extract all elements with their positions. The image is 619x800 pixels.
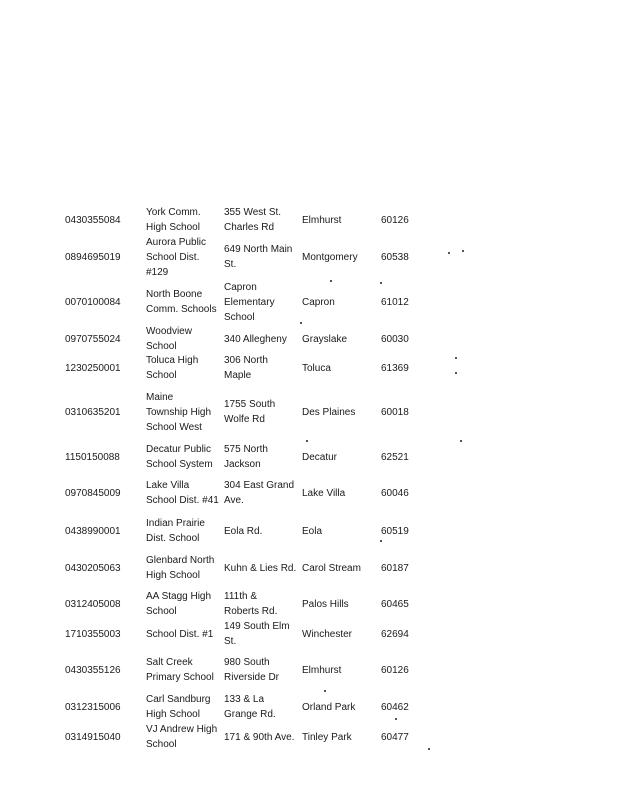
- city-name-text: Des Plaines: [302, 406, 356, 418]
- school-name-text: Carl Sandburg: [146, 694, 211, 705]
- zip-code: [381, 353, 421, 383]
- school-name: [146, 390, 222, 435]
- zip-code-text: 60465: [381, 598, 409, 610]
- street-address-text: St.: [224, 259, 237, 270]
- school-name: [146, 205, 222, 235]
- street-address-text: 355 West St.: [224, 207, 282, 218]
- record-id-text: 0438990001: [65, 525, 121, 537]
- school-name-text: North Boone: [146, 289, 203, 300]
- street-address: [224, 619, 300, 649]
- school-name-text: Indian Prairie: [146, 518, 205, 529]
- street-address: [224, 692, 300, 722]
- city-name: [302, 324, 380, 354]
- school-name-text: AA Stagg High: [146, 591, 212, 602]
- zip-code: [381, 442, 421, 472]
- street-address: [224, 235, 300, 280]
- school-name-text: Toluca High: [146, 355, 199, 366]
- city-name-text: Orland Park: [302, 701, 356, 713]
- scan-speck: [380, 540, 382, 542]
- street-address: [224, 324, 300, 354]
- record-id: [65, 619, 145, 649]
- street-address-text: 304 East Grand: [224, 480, 295, 491]
- record-id-text: 0310635201: [65, 406, 121, 418]
- record-id: [65, 692, 145, 722]
- zip-code: [381, 280, 421, 325]
- school-name: [146, 478, 222, 508]
- school-name-text: High School: [146, 709, 200, 720]
- street-address-text: Grange Rd.: [224, 709, 276, 720]
- table-row: [0, 442, 619, 472]
- school-name-text: Woodview: [146, 326, 192, 337]
- scan-speck: [330, 280, 332, 282]
- city-name-text: Palos Hills: [302, 598, 349, 610]
- table-row: [0, 516, 619, 546]
- zip-code-text: 61012: [381, 296, 409, 308]
- street-address-text: 171 & 90th Ave.: [224, 731, 295, 743]
- school-name-text: Dist. School: [146, 533, 200, 544]
- record-id: [65, 353, 145, 383]
- school-name-text: School Dist. #1: [146, 628, 214, 640]
- street-address-text: Jackson: [224, 459, 261, 470]
- school-name-text: Aurora Public: [146, 236, 207, 248]
- record-id: [65, 589, 145, 619]
- zip-code: [381, 235, 421, 280]
- city-name: [302, 589, 380, 619]
- city-name-text: Grayslake: [302, 333, 348, 345]
- record-id: [65, 390, 145, 435]
- city-name: [302, 553, 380, 583]
- table-row: [0, 655, 619, 685]
- scan-speck: [460, 440, 462, 442]
- zip-code: [381, 516, 421, 546]
- school-name: [146, 619, 222, 649]
- zip-code: [381, 589, 421, 619]
- record-id: [65, 655, 145, 685]
- record-id-text: 0430205063: [65, 562, 121, 574]
- school-name: [146, 655, 222, 685]
- city-name: [302, 280, 380, 325]
- record-id-text: 0430355126: [65, 664, 121, 676]
- zip-code: [381, 692, 421, 722]
- scan-speck: [395, 718, 397, 720]
- zip-code-text: 62521: [381, 451, 409, 463]
- record-id-text: 0314915040: [65, 731, 121, 743]
- school-name: [146, 353, 222, 383]
- zip-code-text: 60187: [381, 562, 409, 574]
- table-row: [0, 324, 619, 354]
- city-name-text: Montgomery: [302, 251, 358, 263]
- street-address-text: Riverside Dr: [224, 672, 280, 683]
- zip-code-text: 62694: [381, 628, 409, 640]
- record-id-text: 0070100084: [65, 296, 121, 308]
- street-address-text: 649 North Main: [224, 244, 293, 255]
- table-row: [0, 353, 619, 383]
- scan-speck: [428, 748, 430, 750]
- school-name-text: Comm. Schools: [146, 304, 217, 315]
- record-id-text: 1230250001: [65, 362, 121, 374]
- record-id: [65, 722, 145, 752]
- scan-speck: [324, 690, 326, 692]
- city-name-text: Toluca: [302, 362, 331, 374]
- street-address-text: Capron: [224, 281, 257, 293]
- zip-code: [381, 553, 421, 583]
- street-address: [224, 722, 300, 752]
- city-name-text: Decatur: [302, 451, 338, 463]
- city-name: [302, 619, 380, 649]
- zip-code-text: 60538: [381, 251, 409, 263]
- record-id: [65, 516, 145, 546]
- school-name-text: Primary School: [146, 672, 214, 683]
- school-name: [146, 442, 222, 472]
- school-name-text: School: [146, 370, 177, 381]
- table-row: [0, 619, 619, 649]
- zip-code-text: 60046: [381, 487, 409, 499]
- street-address: [224, 655, 300, 685]
- street-address-text: 340 Allegheny: [224, 333, 287, 345]
- school-name-text: Township High: [146, 406, 212, 418]
- school-name-text: School: [146, 606, 177, 617]
- table-row: [0, 692, 619, 722]
- city-name: [302, 516, 380, 546]
- zip-code-text: 60126: [381, 664, 409, 676]
- record-id: [65, 478, 145, 508]
- record-id: [65, 442, 145, 472]
- street-address-text: School: [224, 311, 255, 323]
- school-name: [146, 235, 222, 280]
- street-address-text: Roberts Rd.: [224, 606, 278, 617]
- city-name-text: Capron: [302, 296, 335, 308]
- record-id: [65, 235, 145, 280]
- street-address: [224, 478, 300, 508]
- city-name: [302, 442, 380, 472]
- zip-code-text: 60030: [381, 333, 409, 345]
- record-id-text: 0312315006: [65, 701, 121, 713]
- record-id-text: 1710355003: [65, 628, 121, 640]
- school-name-text: Decatur Public: [146, 444, 212, 455]
- street-address-text: 575 North: [224, 444, 268, 455]
- city-name-text: Tinley Park: [302, 731, 352, 743]
- table-row: [0, 205, 619, 235]
- zip-code: [381, 722, 421, 752]
- zip-code-text: 60462: [381, 701, 409, 713]
- zip-code-text: 60018: [381, 406, 409, 418]
- city-name: [302, 478, 380, 508]
- street-address-text: 306 North: [224, 355, 268, 366]
- record-id-text: 0970845009: [65, 487, 121, 499]
- zip-code-text: 60126: [381, 214, 409, 226]
- record-id-text: 1150150088: [65, 451, 120, 463]
- city-name: [302, 722, 380, 752]
- city-name-text: Lake Villa: [302, 487, 346, 499]
- street-address-text: St.: [224, 636, 237, 647]
- zip-code: [381, 390, 421, 435]
- school-name-text: School West: [146, 421, 202, 433]
- street-address-text: Charles Rd: [224, 222, 275, 233]
- school-name-text: #129: [146, 266, 169, 278]
- city-name-text: Elmhurst: [302, 664, 342, 676]
- school-name-text: Lake Villa: [146, 480, 190, 491]
- street-address-text: Maple: [224, 370, 252, 381]
- table-row: [0, 478, 619, 508]
- school-name-text: Maine: [146, 391, 174, 403]
- street-address: [224, 589, 300, 619]
- school-name-text: School System: [146, 459, 213, 470]
- zip-code: [381, 205, 421, 235]
- street-address-text: 980 South: [224, 657, 270, 668]
- zip-code: [381, 655, 421, 685]
- city-name: [302, 205, 380, 235]
- scan-speck: [462, 250, 464, 252]
- zip-code-text: 61369: [381, 362, 409, 374]
- city-name-text: Carol Stream: [302, 562, 361, 574]
- zip-code: [381, 324, 421, 354]
- street-address-text: Wolfe Rd: [224, 414, 265, 425]
- scan-speck: [455, 372, 457, 374]
- zip-code: [381, 478, 421, 508]
- school-name-text: School: [146, 341, 177, 352]
- city-name-text: Eola: [302, 525, 323, 537]
- school-name-text: Salt Creek: [146, 657, 193, 668]
- school-name-text: York Comm.: [146, 207, 201, 218]
- street-address-text: Elementary: [224, 296, 275, 308]
- street-address: [224, 205, 300, 235]
- city-name: [302, 235, 380, 280]
- scan-speck: [455, 357, 457, 359]
- street-address-text: Eola Rd.: [224, 525, 263, 537]
- street-address: [224, 553, 300, 583]
- school-name: [146, 692, 222, 722]
- street-address-text: Ave.: [224, 495, 244, 506]
- street-address-text: Kuhn & Lies Rd.: [224, 562, 297, 574]
- school-name: [146, 280, 222, 325]
- school-name: [146, 324, 222, 354]
- street-address: [224, 516, 300, 546]
- school-name-text: High School: [146, 222, 200, 233]
- city-name: [302, 655, 380, 685]
- street-address-text: 111th &: [224, 591, 257, 602]
- city-name: [302, 692, 380, 722]
- table-row: [0, 722, 619, 752]
- record-id: [65, 553, 145, 583]
- record-id: [65, 280, 145, 325]
- scan-speck: [448, 252, 450, 254]
- street-address: [224, 353, 300, 383]
- street-address-text: 133 & La: [224, 694, 265, 705]
- city-name: [302, 353, 380, 383]
- table-row: [0, 390, 619, 435]
- zip-code-text: 60477: [381, 731, 409, 743]
- record-id: [65, 205, 145, 235]
- city-name-text: Elmhurst: [302, 214, 342, 226]
- street-address-text: 149 South Elm: [224, 621, 290, 632]
- street-address-text: 1755 South: [224, 399, 276, 410]
- school-name-text: School Dist. #41: [146, 495, 219, 506]
- record-id-text: 0894695019: [65, 251, 121, 263]
- school-name: [146, 516, 222, 546]
- table-row: [0, 589, 619, 619]
- street-address: [224, 390, 300, 435]
- zip-code-text: 60519: [381, 525, 409, 537]
- zip-code: [381, 619, 421, 649]
- scan-speck: [300, 322, 302, 324]
- table-row: [0, 553, 619, 583]
- school-name-text: Glenbard North: [146, 555, 215, 566]
- school-name-text: VJ Andrew High: [146, 724, 218, 735]
- city-name-text: Winchester: [302, 628, 353, 640]
- school-name-text: High School: [146, 570, 200, 581]
- city-name: [302, 390, 380, 435]
- street-address: [224, 280, 300, 325]
- record-id-text: 0430355084: [65, 214, 121, 226]
- table-row: [0, 280, 619, 325]
- scan-speck: [380, 282, 382, 284]
- school-name: [146, 553, 222, 583]
- street-address: [224, 442, 300, 472]
- record-id-text: 0312405008: [65, 598, 121, 610]
- school-name-text: School: [146, 739, 177, 750]
- table-row: [0, 235, 619, 280]
- scan-speck: [306, 440, 308, 442]
- school-name-text: School Dist.: [146, 251, 200, 263]
- record-id-text: 0970755024: [65, 333, 121, 345]
- school-name: [146, 589, 222, 619]
- record-id: [65, 324, 145, 354]
- school-name: [146, 722, 222, 752]
